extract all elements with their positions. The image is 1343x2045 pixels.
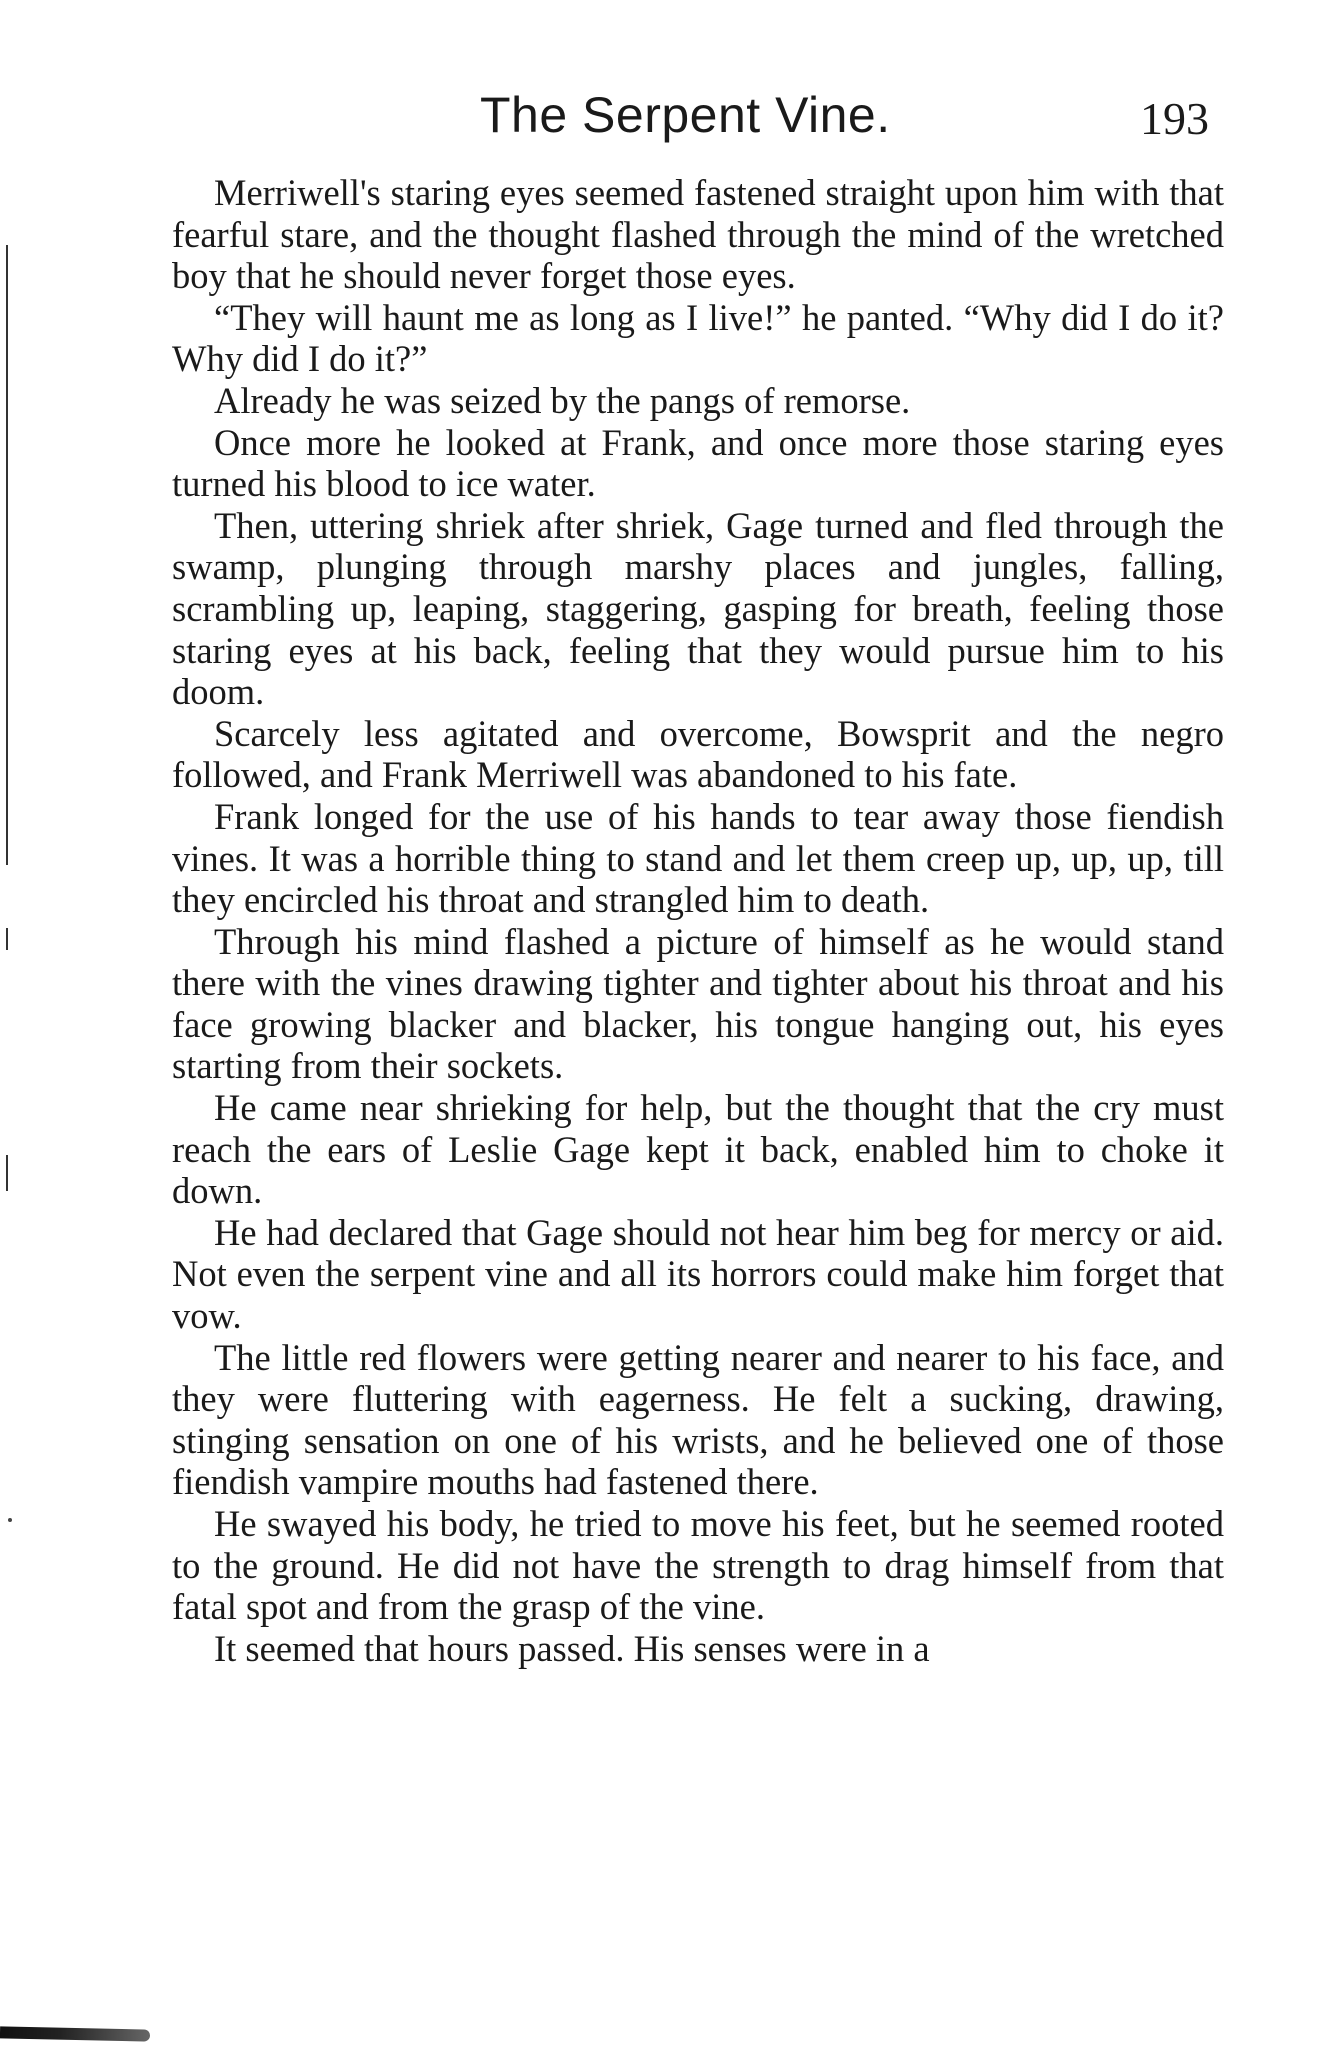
paragraph: Through his mind flashed a picture of himself as he would stand there with the vines drawing tighter and tighter about his throat and his face growing blacker and blacker, his tongue hanging out, his eyes starting from their sockets.	[172, 920, 1224, 1087]
margin-line-mark	[6, 245, 8, 865]
paragraph: Once more he looked at Frank, and once more those staring eyes turned his blood to ice water.	[172, 421, 1224, 505]
paragraph: He had declared that Gage should not hear him beg for mercy or aid. Not even the serpent vine and all its horrors could make him forget that vow.	[172, 1211, 1224, 1337]
margin-line-mark	[6, 928, 8, 950]
paragraph: Scarcely less agitated and overcome, Bowsprit and the negro followed, and Frank Merriwell was abandoned to his fate.	[172, 712, 1224, 796]
paragraph: Merriwell's staring eyes seemed fastened straight upon him with that fearful stare, and the thought flashed through the mind of the wretched boy that he should never forget those eyes.	[172, 172, 1224, 297]
paragraph: Then, uttering shriek after shriek, Gage turned and fled through the swamp, plunging through marshy places and jungles, falling, scrambling up, leaping, staggering, gasping for breath, feeling those staring eyes at his back, feeling that they would pursue him to his doom.	[172, 504, 1224, 713]
paragraph: He swayed his body, he tried to move his feet, but he seemed rooted to the ground. He did not have the strength to drag himself from that fatal spot and from the grasp of the vine.	[172, 1503, 1224, 1628]
margin-dot-mark	[8, 1518, 12, 1522]
paragraph: He came near shrieking for help, but the thought that the cry must reach the ears of Leslie Gage kept it back, enabled him to choke it down.	[172, 1087, 1224, 1212]
body-text	[172, 172, 1224, 1669]
paragraph: Frank longed for the use of his hands to tear away those fiendish vines. It was a horrible thing to stand and let them creep up, up, up, till they encircled his throat and strangled him to death.	[172, 795, 1224, 921]
paragraph: It seemed that hours passed. His senses were in a	[214, 1627, 930, 1669]
paragraph: Already he was seized by the pangs of remorse.	[214, 379, 911, 421]
page-edge-stain	[0, 2026, 150, 2041]
running-header: The Serpent Vine.	[480, 87, 891, 143]
paragraph: The little red flowers were getting nearer and nearer to his face, and they were fluttering with eagerness. He felt a sucking, drawing, stinging sensation on one of his wrists, and he believed one of those fiendish vampire mouths had fastened there.	[172, 1336, 1224, 1503]
paragraph: “They will haunt me as long as I live!” he panted. “Why did I do it? Why did I do it?”	[172, 296, 1224, 380]
margin-line-mark	[6, 1155, 8, 1191]
page-number: 193	[1140, 93, 1209, 144]
